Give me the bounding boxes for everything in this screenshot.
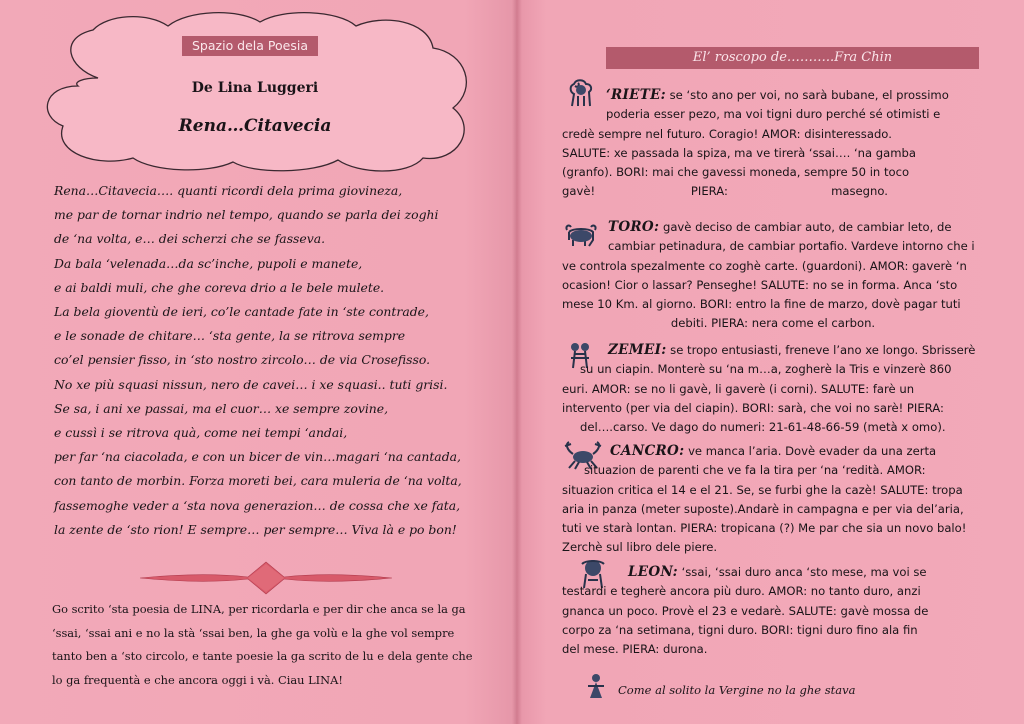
poem-title: Rena…Citavecia — [178, 116, 332, 136]
divider-ornament — [138, 560, 394, 596]
poem-line: fassemoghe veder a ‘sta nova generazion… de cossa che xe fata, — [54, 497, 461, 513]
poem-line: Se sa, i ani xe passai, ma el cuor… xe sempre zovine, — [54, 400, 389, 416]
sign-line: credè sempre nel futuro. Coragio! AMOR: disinteressado. — [562, 126, 892, 141]
sign-name: TORO: — [608, 219, 660, 235]
poem-line: No xe più squasi nissun, nero de cavei… i xe squasi.. tuti grisi. — [54, 376, 448, 392]
poem-line: e cussì i se ritrova quà, come nei tempi ‘andai, — [54, 425, 348, 441]
section-banner: Spazio dela Poesia — [182, 36, 318, 56]
sign-cancer — [562, 442, 984, 558]
sign-line: ve manca l’aria. Dovè evader da una zerta — [688, 444, 937, 458]
diamond-divider-icon — [138, 560, 394, 596]
poem-line: me par de tornar indrio nel tempo, quando se parla dei zoghi — [54, 207, 439, 223]
poem-body — [54, 179, 474, 542]
sign-line: se ‘sto ano per voi, no sarà bubane, el prossimo — [669, 88, 949, 102]
poem-line: co’el pensier fisso, in ‘sto nostro zircolo… de via Crosefisso. — [54, 352, 431, 368]
cloud-frame — [38, 8, 472, 174]
sign-line: su un ciapin. Monterè su ‘na m…a, zogherè la Tris e vinzerè 860 — [580, 362, 952, 377]
poem-author: De Lina Luggeri — [191, 80, 319, 96]
sign-name: CANCRO: — [610, 443, 685, 459]
sign-line: Zerchè sul libro dele piere. — [562, 540, 718, 555]
sign-line: gavè deciso de cambiar auto, de cambiar leto, de — [662, 220, 952, 234]
sign-line: ocasion! Cior o lassar? Penseghe! SALUTE: no se in forma. Anca ‘sto — [562, 277, 958, 292]
note-line: ‘ssai, ‘ssai ani e no la stà ‘ssai ben, la ghe ga volù e la ghe vol sempre — [52, 625, 455, 640]
note-line: tanto ben a ‘sto circolo, e tante poesie la ga scrito de lu e dela gente che — [52, 649, 473, 664]
sign-line: aria in panza (meter suposte).Andarè in campagna e per via del’aria, — [562, 501, 964, 516]
sign-line: ‘ssai, ‘ssai duro anca ‘sto mese, ma voi se — [681, 565, 927, 579]
sign-aries — [562, 86, 984, 202]
sign-gemini — [562, 341, 984, 437]
sign-line: situazion critica el 14 e el 21. Se, se furbi ghe la cazè! SALUTE: tropa — [562, 482, 963, 497]
note-line: Go scrito ‘sta poesia de LINA, per ricordarla e per dir che anca se la ga — [52, 602, 466, 616]
sign-line: testardi e tegherè ancora più duro. AMOR: no tanto duro, anzi — [562, 584, 921, 599]
closing-remark: Come al solito la Vergine no la ghe stava — [618, 683, 856, 697]
sign-line: gavè! PIERA: masegno. — [562, 184, 888, 199]
poem-line: la zente de ‘sto rion! E sempre… per sempre… Viva là e po bon! — [54, 521, 457, 537]
poem-line: La bela gioventù de ieri, co’le cantade fate in ‘ste contrade, — [54, 304, 429, 320]
sign-taurus — [562, 218, 984, 334]
sign-line: del mese. PIERA: durona. — [562, 642, 708, 657]
poem-line: Da bala ‘velenada…da sc’inche, pupoli e manete, — [54, 255, 363, 271]
sign-line: mese 10 Km. al giorno. BORI: entro la fine de marzo, dovè pagar tuti — [562, 297, 961, 312]
author-note — [52, 598, 476, 692]
sign-line: euri. AMOR: se no li gavè, li gaverè (i corni). SALUTE: farè un — [562, 381, 915, 396]
poem-line: per far ‘na ciacolada, e con un bicer de vin…magari ‘na cantada, — [54, 449, 461, 465]
sign-name: LEON: — [628, 564, 678, 580]
poem-line: Rena…Citavecia…. quanti ricordi dela prima giovineza, — [54, 183, 403, 198]
virgo-maiden-icon — [584, 672, 608, 700]
poem-line: de ‘na volta, e… dei scherzi che se fasseva. — [54, 231, 326, 247]
sign-line: poderia esser pezo, ma voi tigni duro perché sé otimisti e — [606, 107, 941, 122]
book-gutter — [512, 0, 522, 724]
sign-line: cambiar petinadura, de cambiar portafio. Vardeve intorno che i — [608, 239, 975, 254]
sign-line: situazion de parenti che ve fa la tira per ‘na ‘redità. AMOR: — [584, 463, 926, 478]
sign-line: corpo za ‘na setimana, tigni duro. BORI: tigni duro fino ala fin — [562, 622, 918, 637]
horoscope-title: El’ roscopo de………..Fra Chin — [606, 47, 979, 69]
sign-line: tuti ve starà lontan. PIERA: tropicana (?) Me par che sia un novo balo! — [562, 521, 967, 536]
sign-line: SALUTE: xe passada la spiza, ma ve tirerà ‘ssai…. ‘na gamba — [562, 145, 917, 160]
sign-name: ‘RIETE: — [606, 87, 666, 103]
sign-line: debiti. PIERA: nera come el carbon. — [670, 316, 876, 331]
sign-line: del….carso. Ve dago do numeri: 21-61-48-66-59 (metà x omo). — [580, 420, 946, 435]
sign-leo — [562, 563, 984, 659]
sign-line: se tropo entusiasti, freneve l’ano xe longo. Sbrisserè — [670, 343, 976, 357]
sign-line: (granfo). BORI: mai che gavessi moneda, sempre 50 in toco — [562, 165, 910, 180]
poem-line: con tanto de morbin. Forza moreti bei, cara muleria de ‘na volta, — [54, 473, 462, 489]
poem-line: e le sonade de chitare… ‘sta gente, la se ritrova sempre — [54, 328, 406, 344]
note-line: lo ga frequentà e che ancora oggi i và. Ciau LINA! — [52, 672, 343, 687]
poem-line: e ai baldi muli, che ghe coreva drio a le bele mulete. — [54, 279, 385, 295]
sign-line: ve controla spezalmente co zoghè carte. (guardoni). AMOR: gaverè ‘n — [562, 258, 967, 273]
sign-line: gnanca un poco. Provè el 23 e vedarè. SALUTE: gavè mossa de — [562, 603, 929, 618]
sign-name: ZEMEI: — [608, 342, 667, 358]
sign-line: intervento (per via del ciapin). BORI: sarà, che voi no sarè! PIERA: — [562, 400, 944, 415]
